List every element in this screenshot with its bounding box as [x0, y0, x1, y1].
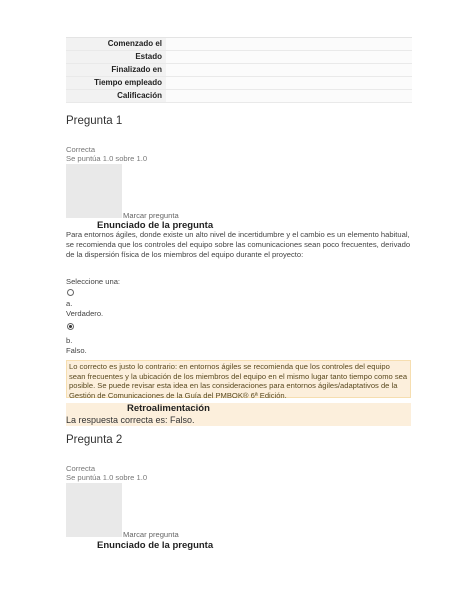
summary-row-finished: [66, 64, 412, 77]
question-1-statement-title: Enunciado de la pregunta: [97, 220, 214, 231]
summary-value: [166, 90, 412, 102]
option-b-radio[interactable]: [67, 323, 74, 330]
question-1-text: Para entornos ágiles, donde existe un alto nivel de incertidumbre y el cambio es un elemento habitual, se recomienda que los controles del equipo sobre las comunicaciones sean poco frecuentes, derivado de la dispersión física de los miembros del equipo durante el proyecto:: [66, 230, 411, 260]
question-2-info-box: [66, 483, 122, 537]
summary-value: [166, 38, 412, 50]
attempt-summary-table: [66, 37, 412, 103]
summary-label: Comenzado el: [66, 38, 166, 50]
option-a-radio[interactable]: [67, 289, 74, 296]
question-1-info-box: [66, 164, 122, 218]
question-1-prompt: Seleccione una:: [66, 277, 121, 286]
summary-row-time-taken: [66, 77, 412, 90]
summary-value: [166, 64, 412, 76]
summary-label: Tiempo empleado: [66, 77, 166, 89]
question-1-title: Pregunta 1: [66, 115, 123, 127]
question-2-title: Pregunta 2: [66, 434, 123, 446]
option-b-text[interactable]: Falso.: [66, 346, 87, 355]
question-1-state: Correcta: [66, 145, 96, 154]
summary-label: Calificación: [66, 90, 166, 102]
question-2-state: Correcta: [66, 464, 96, 473]
correct-answer-text: La respuesta correcta es: Falso.: [66, 414, 411, 426]
summary-row-grade: [66, 90, 412, 103]
summary-row-state: [66, 51, 412, 64]
option-b-letter: b.: [66, 336, 73, 345]
option-a-letter: a.: [66, 299, 73, 308]
question-2-flag-link[interactable]: Marcar pregunta: [123, 530, 179, 539]
summary-value: [166, 51, 412, 63]
summary-row-started: [66, 38, 412, 51]
option-a-text[interactable]: Verdadero.: [66, 309, 104, 318]
question-1-grade: Se puntúa 1.0 sobre 1.0: [66, 154, 148, 163]
summary-label: Estado: [66, 51, 166, 63]
feedback-section-title: Retroalimentación: [127, 403, 210, 414]
question-2-statement-title: Enunciado de la pregunta: [97, 540, 214, 551]
summary-label: Finalizado en: [66, 64, 166, 76]
summary-value: [166, 77, 412, 89]
question-1-flag-link[interactable]: Marcar pregunta: [123, 211, 179, 220]
question-2-grade: Se puntúa 1.0 sobre 1.0: [66, 473, 148, 482]
question-1-feedback: Lo correcto es justo lo contrario: en entornos ágiles se recomienda que los controles del equipo sean frecuentes y la ubicación de los miembros del equipo en el mismo lugar tanto tiempo como sea posible. Se puede revisar esta idea en las consideraciones para entornos ágiles/adaptativos de la Gestión de Comunicaciones de la Guía del PMBOK® 6ª Edición.: [66, 360, 411, 398]
